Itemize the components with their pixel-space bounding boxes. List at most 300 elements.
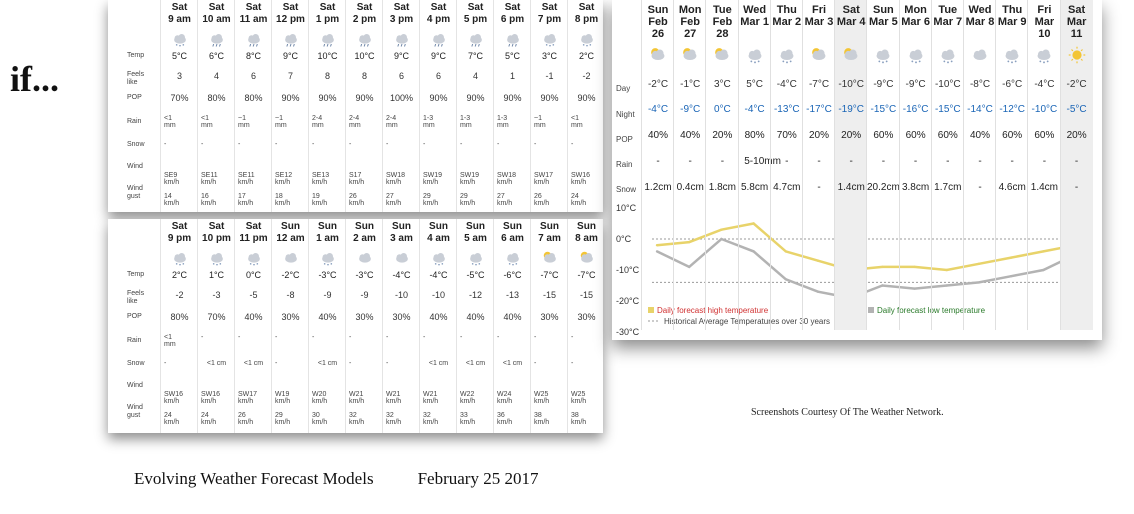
night-low: -14°C <box>967 104 993 115</box>
y-tick-label: 0°C <box>616 234 632 244</box>
daily-column[interactable] <box>899 0 932 330</box>
hour-temp: -5°C <box>466 270 485 280</box>
hour-rain: - <box>349 334 352 341</box>
pop-label: POP <box>127 94 142 101</box>
day-high: -2°C <box>647 79 669 90</box>
hour-pop: 90% <box>318 93 337 103</box>
hour-pop: 80% <box>244 93 263 103</box>
day-snow: 20.2cm <box>866 182 900 193</box>
hour-day: Sun <box>281 221 300 232</box>
temp-label: Temp <box>127 52 145 59</box>
sun-icon <box>1061 44 1093 66</box>
daily-column[interactable] <box>1027 0 1060 330</box>
hourly-column[interactable] <box>308 219 346 433</box>
day-name: Sun <box>873 4 894 16</box>
hour-temp: 9°C <box>430 51 447 61</box>
hour-day: Sat <box>541 2 558 13</box>
cloud-rain-icon <box>235 29 272 49</box>
hour-temp: 2°C <box>578 51 595 61</box>
hour-time: 4 pm <box>426 14 451 25</box>
day-rain: - <box>656 156 660 167</box>
hour-day: Sat <box>430 2 447 13</box>
daily-column[interactable] <box>995 0 1028 330</box>
hour-day: Sat <box>208 221 225 232</box>
hour-pop: 40% <box>429 312 448 322</box>
hour-temp: 8°C <box>245 51 262 61</box>
hour-feels-like: -13 <box>505 290 519 300</box>
hour-temp: 10°C <box>317 51 338 61</box>
hour-day: Sun <box>503 221 522 232</box>
hour-rain: <1 mm <box>201 115 213 129</box>
daily-column[interactable] <box>834 0 867 330</box>
hour-rain: - <box>423 334 426 341</box>
hour-day: Sat <box>282 2 299 13</box>
hour-time: 2 am <box>353 233 376 244</box>
hour-feels-like: -2 <box>175 290 184 300</box>
hour-pop: 100% <box>389 93 414 103</box>
hour-time: 12 pm <box>276 14 305 25</box>
hour-wind: W20 km/h <box>312 391 328 405</box>
day-date: Mar 1 <box>740 16 769 28</box>
hour-gust: 27 km/h <box>386 193 402 207</box>
hour-pop: 40% <box>503 312 522 322</box>
hour-snow: - <box>238 141 241 148</box>
hour-snow: - <box>349 360 352 367</box>
rain-label: Rain <box>616 160 633 169</box>
day-date: Feb 26 <box>648 16 668 40</box>
day-date: Feb 27 <box>680 16 700 40</box>
hour-rain: <1 mm <box>164 334 176 348</box>
daily-column[interactable] <box>931 0 964 330</box>
cloud-rain-icon <box>494 29 531 49</box>
hour-wind: W19 km/h <box>275 391 291 405</box>
daily-column[interactable] <box>770 0 803 330</box>
sun-cloud-icon <box>531 248 568 268</box>
hour-day: Sun <box>540 221 559 232</box>
hour-day: Sun <box>318 221 337 232</box>
hourly-forecast-panel-2 <box>108 219 603 433</box>
hour-feels-like: -15 <box>542 290 556 300</box>
y-tick-label: 10°C <box>616 203 637 213</box>
hour-temp: 5°C <box>171 51 188 61</box>
hour-gust: 32 km/h <box>423 412 439 426</box>
night-low: -10°C <box>1031 104 1058 115</box>
hour-feels-like: -12 <box>468 290 482 300</box>
hour-pop: 40% <box>318 312 337 322</box>
night-low: -15°C <box>870 104 897 115</box>
hour-wind: SW19 km/h <box>460 172 480 186</box>
snow-label: Snow <box>127 360 145 367</box>
hour-temp: 9°C <box>393 51 410 61</box>
hour-time: 9 am <box>168 14 191 25</box>
day-name: Fri <box>811 4 827 16</box>
day-label: Day <box>616 84 631 93</box>
day-name: Sat <box>1068 4 1086 16</box>
hour-wind: SW19 km/h <box>423 172 443 186</box>
hour-day: Sat <box>171 221 188 232</box>
hourly-column[interactable] <box>197 219 235 433</box>
day-snow: - <box>1074 182 1079 193</box>
hour-snow: - <box>201 141 204 148</box>
hour-wind: SW16 km/h <box>201 391 221 405</box>
hour-feels-like: 8 <box>324 71 330 81</box>
hour-gust: 27 km/h <box>497 193 513 207</box>
day-high: -4°C <box>1034 79 1055 90</box>
day-snow: 1.4cm <box>1030 182 1058 193</box>
hourly-column[interactable] <box>493 0 531 212</box>
hour-rain: 2-4 mm <box>312 115 324 129</box>
hour-snow: <1 cm <box>465 360 486 367</box>
night-low: -13°C <box>773 104 800 115</box>
hour-wind: SE11 km/h <box>201 172 218 186</box>
cloud-snow-icon <box>531 29 568 49</box>
day-rain: 5-10mm <box>744 156 781 167</box>
hour-feels-like: 3 <box>176 71 182 81</box>
daily-column[interactable] <box>738 0 781 330</box>
hourly-column[interactable] <box>345 0 383 212</box>
hour-temp: 5°C <box>504 51 521 61</box>
day-pop: 80% <box>744 130 765 141</box>
cloud-snow-icon <box>996 44 1028 66</box>
day-snow: - <box>978 182 982 193</box>
cloud-snow-icon <box>867 44 899 66</box>
hourly-column[interactable] <box>419 219 457 433</box>
day-pop: 40% <box>647 130 668 141</box>
day-name: Mon <box>904 4 927 16</box>
hour-feels-like: 7 <box>287 71 293 81</box>
hour-temp: 7°C <box>467 51 484 61</box>
hour-day: Sun <box>466 221 485 232</box>
hour-time: 8 am <box>575 233 598 244</box>
hour-time: 6 pm <box>500 14 525 25</box>
night-low: 0°C <box>713 104 731 115</box>
day-name: Thu <box>776 4 797 16</box>
hour-rain: 2-4 mm <box>386 115 398 129</box>
sun-cloud-icon <box>642 44 674 66</box>
hour-temp: -2°C <box>281 270 300 280</box>
day-snow: 4.7cm <box>773 182 801 193</box>
hour-wind: SW16 km/h <box>164 391 184 405</box>
hour-rain: - <box>497 334 500 341</box>
hour-pop: 90% <box>466 93 485 103</box>
sun-cloud-icon <box>803 44 835 66</box>
night-low: -4°C <box>647 104 669 115</box>
night-low: -4°C <box>744 104 765 115</box>
hour-temp: -7°C <box>540 270 559 280</box>
hour-gust: 18 km/h <box>275 193 291 207</box>
hour-time: 6 am <box>501 233 524 244</box>
hourly-column[interactable] <box>530 0 568 212</box>
hour-day: Sat <box>171 2 188 13</box>
daily-column[interactable] <box>1060 0 1093 330</box>
hour-feels-like: -2 <box>582 71 591 81</box>
hour-wind: SE12 km/h <box>275 172 293 186</box>
hour-feels-like: 8 <box>361 71 367 81</box>
hour-temp: 10°C <box>354 51 375 61</box>
hour-feels-like: -1 <box>545 71 554 81</box>
hour-time: 10 am <box>202 14 231 25</box>
hour-wind: SW18 km/h <box>386 172 406 186</box>
hour-rain: <1 mm <box>571 115 583 129</box>
hourly-column[interactable] <box>567 0 603 212</box>
hour-wind: SE13 km/h <box>312 172 330 186</box>
hour-pop: 30% <box>392 312 411 322</box>
hour-time: 5 am <box>464 233 487 244</box>
hour-wind: W25 km/h <box>534 391 550 405</box>
hour-gust: 38 km/h <box>534 412 550 426</box>
daily-column[interactable] <box>802 0 835 330</box>
hour-day: Sat <box>393 2 410 13</box>
hour-feels-like: -8 <box>286 290 295 300</box>
y-tick-label: -10°C <box>616 265 640 275</box>
night-low: -5°C <box>1066 104 1087 115</box>
night-label: Night <box>616 110 635 119</box>
day-pop: 20% <box>712 130 733 141</box>
hour-snow: - <box>275 141 278 148</box>
hour-gust: 14 km/h <box>164 193 180 207</box>
hour-day: Sat <box>467 2 484 13</box>
hour-feels-like: 6 <box>398 71 404 81</box>
hour-temp: -7°C <box>577 270 596 280</box>
hour-feels-like: -15 <box>579 290 593 300</box>
hour-feels-like: -3 <box>212 290 221 300</box>
hourly-column[interactable] <box>530 219 568 433</box>
hour-rain: 2-4 mm <box>349 115 361 129</box>
hour-snow: - <box>571 141 574 148</box>
hour-temp: 3°C <box>541 51 558 61</box>
hourly-column[interactable] <box>456 219 494 433</box>
hourly-column[interactable] <box>567 219 603 433</box>
day-snow: 1.7cm <box>934 182 962 193</box>
hour-pop: 90% <box>429 93 448 103</box>
hour-feels-like: 6 <box>435 71 441 81</box>
hour-wind: W24 km/h <box>497 391 513 405</box>
hour-gust: 36 km/h <box>497 412 513 426</box>
day-name: Sun <box>647 4 669 16</box>
hour-pop: 40% <box>244 312 263 322</box>
day-snow: 3.8cm <box>901 182 930 193</box>
hour-gust: 16 km/h <box>201 193 217 207</box>
rain-label: Rain <box>127 118 142 125</box>
sun-cloud-icon <box>568 248 603 268</box>
hourly-column[interactable] <box>308 0 346 212</box>
hourly-column[interactable] <box>234 0 272 212</box>
daily-column[interactable] <box>866 0 899 330</box>
cloud-snow-icon <box>309 248 346 268</box>
hour-temp: -6°C <box>503 270 522 280</box>
hourly-column[interactable] <box>271 219 309 433</box>
hourly-column[interactable] <box>160 0 198 212</box>
hourly-column[interactable] <box>382 0 420 212</box>
hourly-column[interactable] <box>234 219 272 433</box>
hour-time: 5 pm <box>463 14 488 25</box>
hour-pop: 70% <box>170 93 189 103</box>
cloud-snow-icon <box>161 248 198 268</box>
hour-gust: 19 km/h <box>312 193 328 207</box>
day-pop: 40% <box>969 130 990 141</box>
hour-snow: - <box>386 360 389 367</box>
day-rain: - <box>913 156 918 167</box>
day-rain: - <box>946 156 950 167</box>
day-high: -4°C <box>776 79 797 90</box>
hour-wind: SW18 km/h <box>497 172 517 186</box>
day-pop: 60% <box>873 130 894 141</box>
hour-wind: SW16 km/h <box>571 172 591 186</box>
caption <box>134 469 538 489</box>
hour-day: Sun <box>429 221 448 232</box>
hour-snow: - <box>571 360 574 367</box>
hourly-column[interactable] <box>419 0 457 212</box>
hour-rain: <1 mm <box>164 115 176 129</box>
hour-rain: - <box>386 334 389 341</box>
cloud-rain-icon <box>383 29 420 49</box>
day-pop: 60% <box>1002 130 1023 141</box>
hour-day: Sat <box>504 2 521 13</box>
wind-gust-label: Wind gust <box>127 185 143 200</box>
day-rain: - <box>817 156 821 167</box>
day-pop: 20% <box>808 130 829 141</box>
hour-gust: 24 km/h <box>571 193 587 207</box>
caption-title: Evolving Weather Forecast Models <box>134 469 374 488</box>
hour-rain: 1-3 mm <box>460 115 472 129</box>
hour-gust: 26 km/h <box>238 412 254 426</box>
cloud-icon <box>272 248 309 268</box>
hour-time: 10 pm <box>202 233 231 244</box>
cloud-rain-icon <box>457 29 494 49</box>
hour-pop: 40% <box>466 312 485 322</box>
hour-pop: 90% <box>503 93 522 103</box>
hour-feels-like: -10 <box>394 290 408 300</box>
hour-pop: 30% <box>281 312 300 322</box>
sun-cloud-icon <box>706 44 738 66</box>
legend-entry: Historical Average Temperatures over 30 years <box>664 317 831 326</box>
hour-gust: 30 km/h <box>312 412 328 426</box>
hour-rain: - <box>571 334 574 341</box>
hour-time: 9 pm <box>167 233 192 244</box>
day-pop: 20% <box>1066 130 1087 141</box>
daily-column[interactable] <box>963 0 996 330</box>
day-rain: - <box>881 156 886 167</box>
sun-cloud-icon <box>674 44 706 66</box>
hourly-column[interactable] <box>160 219 198 433</box>
day-date: Mar 11 <box>1066 16 1087 40</box>
intro-text: if... <box>10 59 59 99</box>
day-name: Thu <box>1002 4 1023 16</box>
hour-gust: 32 km/h <box>386 412 402 426</box>
hour-time: 2 pm <box>352 14 377 25</box>
day-pop: 20% <box>841 130 862 141</box>
day-snow: 4.6cm <box>998 182 1026 193</box>
day-snow: 1.2cm <box>644 182 672 193</box>
hour-day: Sat <box>245 2 262 13</box>
hour-gust: 29 km/h <box>460 193 476 207</box>
hour-rain: ~1 mm <box>275 115 287 129</box>
hour-snow: <1 cm <box>502 360 523 367</box>
hour-temp: -4°C <box>392 270 411 280</box>
day-date: Mar 6 <box>901 16 930 28</box>
cloud-snow-icon <box>771 44 803 66</box>
cloud-snow-icon <box>235 248 272 268</box>
hour-day: Sat <box>578 2 595 13</box>
day-high: -1°C <box>680 79 701 90</box>
hour-gust: 26 km/h <box>349 193 365 207</box>
hour-feels-like: -5 <box>249 290 258 300</box>
day-snow: 5.8cm <box>740 182 769 193</box>
day-pop: 60% <box>1034 130 1055 141</box>
night-low: -15°C <box>934 104 961 115</box>
day-rain: - <box>1042 156 1047 167</box>
hourly-column[interactable] <box>271 0 309 212</box>
cloud-snow-icon <box>932 44 964 66</box>
day-rain: - <box>720 156 725 167</box>
screenshot-credit: Screenshots Courtesy Of The Weather Network. <box>751 407 944 418</box>
cloud-snow-icon <box>198 248 235 268</box>
hour-pop: 90% <box>355 93 374 103</box>
hour-rain: - <box>460 334 463 341</box>
cloud-rain-icon <box>198 29 235 49</box>
cloud-icon <box>383 248 420 268</box>
hour-snow: - <box>275 360 278 367</box>
hourly-column[interactable] <box>345 219 383 433</box>
hour-time: 11 am <box>239 14 268 25</box>
hour-time: 1 pm <box>315 14 340 25</box>
hour-rain: - <box>201 334 204 341</box>
hourly-column[interactable] <box>493 219 531 433</box>
hour-snow: <1 cm <box>206 360 227 367</box>
y-tick-label: -20°C <box>616 296 640 306</box>
hour-wind: S17 km/h <box>349 172 365 186</box>
day-snow: 1.8cm <box>708 182 736 193</box>
hour-gust: 33 km/h <box>460 412 476 426</box>
hour-snow: <1 cm <box>317 360 338 367</box>
day-rain: - <box>688 156 692 167</box>
hourly-column[interactable] <box>456 0 494 212</box>
daily-column[interactable] <box>641 0 674 330</box>
daily-column[interactable] <box>673 0 706 330</box>
day-date: Mar 4 <box>836 16 866 28</box>
hour-rain: - <box>312 334 315 341</box>
hour-time: 7 am <box>538 233 561 244</box>
caption-date: February 25 2017 <box>417 469 539 488</box>
day-high: -6°C <box>1002 79 1023 90</box>
hourly-column[interactable] <box>382 219 420 433</box>
wind-label: Wind <box>127 163 143 170</box>
day-date: Mar 5 <box>869 16 898 28</box>
sun-cloud-icon <box>835 44 867 66</box>
day-name: Tue <box>938 4 958 16</box>
hour-pop: 90% <box>281 93 300 103</box>
hourly-column[interactable] <box>197 0 235 212</box>
day-date: Mar 10 <box>1034 16 1055 40</box>
hour-wind: SW17 km/h <box>534 172 554 186</box>
hour-snow: - <box>349 141 352 148</box>
night-low: -9°C <box>680 104 701 115</box>
hour-time: 4 am <box>427 233 450 244</box>
hour-gust: 24 km/h <box>164 412 180 426</box>
night-low: -12°C <box>999 104 1026 115</box>
hour-wind: W21 km/h <box>349 391 365 405</box>
hour-pop: 30% <box>540 312 559 322</box>
day-high: -7°C <box>808 79 830 90</box>
hour-rain: 1-3 mm <box>423 115 435 129</box>
hour-wind: W21 km/h <box>386 391 402 405</box>
hour-temp: -4°C <box>429 270 448 280</box>
hour-time: 11 pm <box>239 233 268 244</box>
day-date: Mar 3 <box>804 16 834 28</box>
hour-feels-like: 4 <box>213 71 219 81</box>
hour-day: Sat <box>319 2 336 13</box>
hour-pop: 80% <box>207 93 226 103</box>
